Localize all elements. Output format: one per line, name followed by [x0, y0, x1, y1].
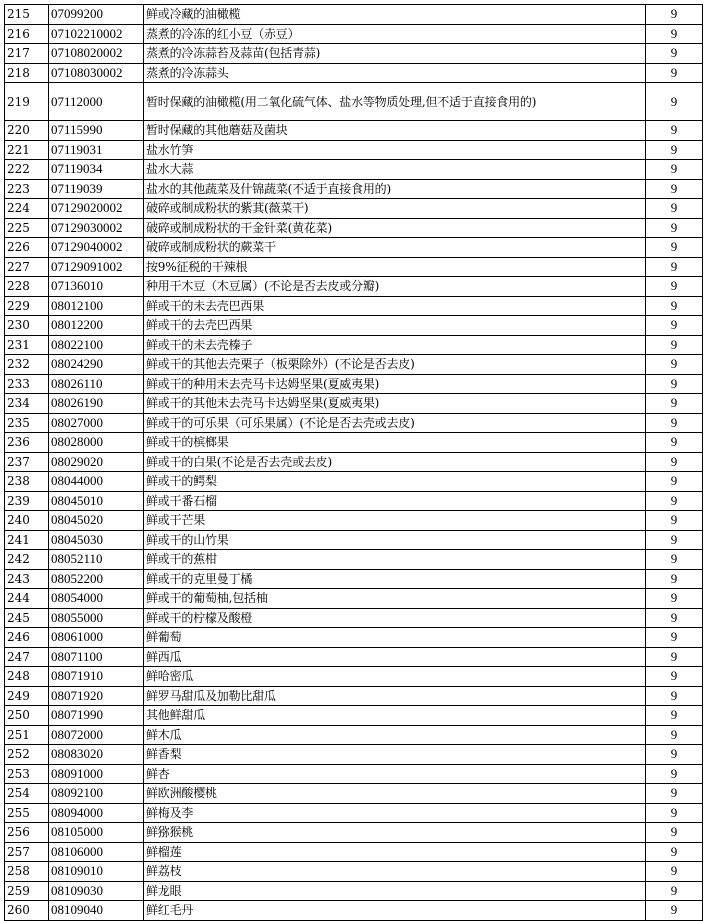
description-cell: 鲜欧洲酸樱桃 — [144, 784, 646, 804]
description-cell: 鲜或干的鳄梨 — [144, 472, 646, 492]
hs-code-cell: 08083020 — [49, 745, 144, 765]
description-cell: 鲜或干番石榴 — [144, 491, 646, 511]
description-cell: 鲜或干的其他去壳栗子（板栗除外）(不论是否去皮) — [144, 355, 646, 375]
description-cell: 鲜或干的其他未去壳马卡达姆坚果(夏威夷果) — [144, 394, 646, 414]
description-cell: 鲜梅及李 — [144, 803, 646, 823]
hs-code-cell: 08054000 — [49, 589, 144, 609]
hs-code-cell: 08052110 — [49, 550, 144, 570]
rate-cell: 9 — [646, 160, 703, 180]
hs-code-cell: 08109040 — [49, 901, 144, 921]
rate-cell: 9 — [646, 199, 703, 219]
table-row — [5, 569, 703, 589]
row-number-cell: 258 — [5, 862, 49, 882]
rate-cell: 9 — [646, 706, 703, 726]
row-number-cell: 215 — [5, 5, 49, 25]
hs-code-cell: 08012100 — [49, 296, 144, 316]
description-cell: 鲜或干的葡萄柚,包括柚 — [144, 589, 646, 609]
row-number-cell: 257 — [5, 842, 49, 862]
rate-cell: 9 — [646, 296, 703, 316]
table-row — [5, 335, 703, 355]
description-cell: 鲜或干的山竹果 — [144, 530, 646, 550]
rate-cell: 9 — [646, 901, 703, 921]
row-number-cell: 223 — [5, 179, 49, 199]
rate-cell: 9 — [646, 608, 703, 628]
row-number-cell: 229 — [5, 296, 49, 316]
hs-code-cell: 08105000 — [49, 823, 144, 843]
rate-cell: 9 — [646, 238, 703, 258]
description-cell: 破碎或制成粉状的蕨菜干 — [144, 238, 646, 258]
description-cell: 鲜或干的未去壳巴西果 — [144, 296, 646, 316]
table-row — [5, 608, 703, 628]
description-cell: 鲜香梨 — [144, 745, 646, 765]
table-row — [5, 5, 703, 25]
table-row — [5, 179, 703, 199]
table-row — [5, 725, 703, 745]
row-number-cell: 238 — [5, 472, 49, 492]
row-number-cell: 239 — [5, 491, 49, 511]
row-number-cell: 255 — [5, 803, 49, 823]
rate-cell: 9 — [646, 784, 703, 804]
table-row — [5, 433, 703, 453]
description-cell: 鲜哈密瓜 — [144, 667, 646, 687]
row-number-cell: 244 — [5, 589, 49, 609]
row-number-cell: 231 — [5, 335, 49, 355]
row-number-cell: 249 — [5, 686, 49, 706]
description-cell: 鲜或干的可乐果（可乐果属）(不论是否去壳或去皮) — [144, 413, 646, 433]
table-row — [5, 764, 703, 784]
table-row — [5, 24, 703, 44]
row-number-cell: 224 — [5, 199, 49, 219]
row-number-cell: 245 — [5, 608, 49, 628]
hs-code-cell: 08022100 — [49, 335, 144, 355]
table-row — [5, 121, 703, 141]
row-number-cell: 253 — [5, 764, 49, 784]
table-row — [5, 686, 703, 706]
rate-cell: 9 — [646, 394, 703, 414]
table-row — [5, 218, 703, 238]
table-row — [5, 706, 703, 726]
rate-cell: 9 — [646, 179, 703, 199]
table-row — [5, 355, 703, 375]
table-row — [5, 83, 703, 121]
table-row — [5, 842, 703, 862]
row-number-cell: 222 — [5, 160, 49, 180]
row-number-cell: 240 — [5, 511, 49, 531]
rate-cell: 9 — [646, 686, 703, 706]
row-number-cell: 242 — [5, 550, 49, 570]
rate-cell: 9 — [646, 569, 703, 589]
hs-code-cell: 07112000 — [49, 83, 144, 121]
hs-code-cell: 08092100 — [49, 784, 144, 804]
table-row — [5, 394, 703, 414]
rate-cell: 9 — [646, 491, 703, 511]
hs-code-cell: 08026190 — [49, 394, 144, 414]
rate-cell: 9 — [646, 63, 703, 83]
rate-cell: 9 — [646, 121, 703, 141]
table-row — [5, 238, 703, 258]
description-cell: 鲜或冷藏的油橄榄 — [144, 5, 646, 25]
hs-code-cell: 08026110 — [49, 374, 144, 394]
description-cell: 鲜或干的克里曼丁橘 — [144, 569, 646, 589]
description-cell: 鲜或干的柠檬及酸橙 — [144, 608, 646, 628]
table-row — [5, 784, 703, 804]
table-row — [5, 667, 703, 687]
hs-code-cell: 08027000 — [49, 413, 144, 433]
description-cell: 蒸煮的冷冻蒜头 — [144, 63, 646, 83]
hs-code-cell: 08055000 — [49, 608, 144, 628]
rate-cell: 9 — [646, 452, 703, 472]
description-cell: 鲜罗马甜瓜及加勒比甜瓜 — [144, 686, 646, 706]
description-cell: 盐水竹笋 — [144, 140, 646, 160]
hs-code-cell: 08012200 — [49, 316, 144, 336]
hs-code-cell: 08061000 — [49, 628, 144, 648]
row-number-cell: 247 — [5, 647, 49, 667]
row-number-cell: 233 — [5, 374, 49, 394]
table-row — [5, 257, 703, 277]
rate-cell: 9 — [646, 277, 703, 297]
rate-cell: 9 — [646, 842, 703, 862]
rate-cell: 9 — [646, 764, 703, 784]
row-number-cell: 230 — [5, 316, 49, 336]
hs-code-cell: 07119039 — [49, 179, 144, 199]
row-number-cell: 232 — [5, 355, 49, 375]
description-cell: 鲜杏 — [144, 764, 646, 784]
rate-cell: 9 — [646, 647, 703, 667]
rate-cell: 9 — [646, 140, 703, 160]
rate-cell: 9 — [646, 550, 703, 570]
rate-cell: 9 — [646, 374, 703, 394]
row-number-cell: 234 — [5, 394, 49, 414]
description-cell: 盐水的其他蔬菜及什锦蔬菜(不适于直接食用的) — [144, 179, 646, 199]
table-row — [5, 589, 703, 609]
tariff-table — [4, 4, 703, 921]
hs-code-cell: 07129091002 — [49, 257, 144, 277]
table-row — [5, 745, 703, 765]
table-row — [5, 452, 703, 472]
hs-code-cell: 07115990 — [49, 121, 144, 141]
hs-code-cell: 08071100 — [49, 647, 144, 667]
description-cell: 鲜或干的蕉柑 — [144, 550, 646, 570]
table-row — [5, 550, 703, 570]
rate-cell: 9 — [646, 530, 703, 550]
table-row — [5, 530, 703, 550]
rate-cell: 9 — [646, 589, 703, 609]
rate-cell: 9 — [646, 667, 703, 687]
description-cell: 破碎或制成粉状的干金针菜(黄花菜) — [144, 218, 646, 238]
description-cell: 暂时保藏的油橄榄(用二氧化硫气体、盐水等物质处理,但不适于直接食用的) — [144, 83, 646, 121]
hs-code-cell: 08091000 — [49, 764, 144, 784]
description-cell: 鲜猕猴桃 — [144, 823, 646, 843]
rate-cell: 9 — [646, 472, 703, 492]
row-number-cell: 237 — [5, 452, 49, 472]
rate-cell: 9 — [646, 803, 703, 823]
row-number-cell: 259 — [5, 881, 49, 901]
hs-code-cell: 08106000 — [49, 842, 144, 862]
hs-code-cell: 08028000 — [49, 433, 144, 453]
rate-cell: 9 — [646, 881, 703, 901]
hs-code-cell: 07119031 — [49, 140, 144, 160]
description-cell: 鲜西瓜 — [144, 647, 646, 667]
hs-code-cell: 08094000 — [49, 803, 144, 823]
tariff-table-body — [5, 5, 703, 921]
hs-code-cell: 07108020002 — [49, 44, 144, 64]
hs-code-cell: 07129020002 — [49, 199, 144, 219]
rate-cell: 9 — [646, 355, 703, 375]
row-number-cell: 220 — [5, 121, 49, 141]
table-row — [5, 901, 703, 921]
hs-code-cell: 07129030002 — [49, 218, 144, 238]
table-row — [5, 63, 703, 83]
hs-code-cell: 08045010 — [49, 491, 144, 511]
rate-cell: 9 — [646, 218, 703, 238]
rate-cell: 9 — [646, 862, 703, 882]
hs-code-cell: 08071910 — [49, 667, 144, 687]
description-cell: 鲜木瓜 — [144, 725, 646, 745]
rate-cell: 9 — [646, 44, 703, 64]
description-cell: 鲜或干的白果(不论是否去壳或去皮) — [144, 452, 646, 472]
description-cell: 鲜龙眼 — [144, 881, 646, 901]
hs-code-cell: 08109010 — [49, 862, 144, 882]
table-row — [5, 374, 703, 394]
rate-cell: 9 — [646, 335, 703, 355]
table-row — [5, 511, 703, 531]
row-number-cell: 228 — [5, 277, 49, 297]
row-number-cell: 252 — [5, 745, 49, 765]
hs-code-cell: 08045030 — [49, 530, 144, 550]
row-number-cell: 216 — [5, 24, 49, 44]
table-row — [5, 316, 703, 336]
row-number-cell: 254 — [5, 784, 49, 804]
rate-cell: 9 — [646, 745, 703, 765]
table-row — [5, 413, 703, 433]
row-number-cell: 226 — [5, 238, 49, 258]
table-row — [5, 140, 703, 160]
description-cell: 鲜红毛丹 — [144, 901, 646, 921]
table-row — [5, 44, 703, 64]
hs-code-cell: 07099200 — [49, 5, 144, 25]
row-number-cell: 248 — [5, 667, 49, 687]
description-cell: 鲜或干的去壳巴西果 — [144, 316, 646, 336]
table-row — [5, 647, 703, 667]
hs-code-cell: 08072000 — [49, 725, 144, 745]
description-cell: 鲜葡萄 — [144, 628, 646, 648]
row-number-cell: 250 — [5, 706, 49, 726]
rate-cell: 9 — [646, 628, 703, 648]
hs-code-cell: 07129040002 — [49, 238, 144, 258]
row-number-cell: 260 — [5, 901, 49, 921]
hs-code-cell: 08024290 — [49, 355, 144, 375]
description-cell: 鲜或干的槟榔果 — [144, 433, 646, 453]
rate-cell: 9 — [646, 433, 703, 453]
rate-cell: 9 — [646, 511, 703, 531]
row-number-cell: 251 — [5, 725, 49, 745]
description-cell: 破碎或制成粉状的紫萁(薇菜干) — [144, 199, 646, 219]
description-cell: 种用干木豆（木豆属）(不论是否去皮或分瓣) — [144, 277, 646, 297]
description-cell: 盐水大蒜 — [144, 160, 646, 180]
description-cell: 鲜榴莲 — [144, 842, 646, 862]
hs-code-cell: 08044000 — [49, 472, 144, 492]
row-number-cell: 217 — [5, 44, 49, 64]
rate-cell: 9 — [646, 24, 703, 44]
row-number-cell: 218 — [5, 63, 49, 83]
description-cell: 鲜或干芒果 — [144, 511, 646, 531]
row-number-cell: 235 — [5, 413, 49, 433]
description-cell: 鲜荔枝 — [144, 862, 646, 882]
table-row — [5, 862, 703, 882]
rate-cell: 9 — [646, 83, 703, 121]
rate-cell: 9 — [646, 413, 703, 433]
rate-cell: 9 — [646, 725, 703, 745]
description-cell: 蒸煮的冷冻的红小豆（赤豆） — [144, 24, 646, 44]
rate-cell: 9 — [646, 5, 703, 25]
hs-code-cell: 08071990 — [49, 706, 144, 726]
hs-code-cell: 08045020 — [49, 511, 144, 531]
hs-code-cell: 08052200 — [49, 569, 144, 589]
table-row — [5, 277, 703, 297]
row-number-cell: 236 — [5, 433, 49, 453]
hs-code-cell: 07102210002 — [49, 24, 144, 44]
table-row — [5, 296, 703, 316]
table-row — [5, 628, 703, 648]
row-number-cell: 221 — [5, 140, 49, 160]
table-row — [5, 160, 703, 180]
hs-code-cell: 08071920 — [49, 686, 144, 706]
table-row — [5, 491, 703, 511]
row-number-cell: 225 — [5, 218, 49, 238]
row-number-cell: 246 — [5, 628, 49, 648]
rate-cell: 9 — [646, 257, 703, 277]
row-number-cell: 227 — [5, 257, 49, 277]
rate-cell: 9 — [646, 316, 703, 336]
table-row — [5, 823, 703, 843]
hs-code-cell: 07136010 — [49, 277, 144, 297]
hs-code-cell: 07108030002 — [49, 63, 144, 83]
row-number-cell: 219 — [5, 83, 49, 121]
table-row — [5, 803, 703, 823]
table-row — [5, 472, 703, 492]
table-row — [5, 881, 703, 901]
row-number-cell: 241 — [5, 530, 49, 550]
hs-code-cell: 07119034 — [49, 160, 144, 180]
row-number-cell: 256 — [5, 823, 49, 843]
description-cell: 暂时保藏的其他蘑菇及菌块 — [144, 121, 646, 141]
description-cell: 其他鲜甜瓜 — [144, 706, 646, 726]
row-number-cell: 243 — [5, 569, 49, 589]
hs-code-cell: 08109030 — [49, 881, 144, 901]
hs-code-cell: 08029020 — [49, 452, 144, 472]
description-cell: 鲜或干的未去壳榛子 — [144, 335, 646, 355]
description-cell: 蒸煮的冷冻蒜苔及蒜苗(包括青蒜) — [144, 44, 646, 64]
description-cell: 按9%征税的干辣根 — [144, 257, 646, 277]
table-row — [5, 199, 703, 219]
rate-cell: 9 — [646, 823, 703, 843]
description-cell: 鲜或干的种用未去壳马卡达姆坚果(夏威夷果) — [144, 374, 646, 394]
